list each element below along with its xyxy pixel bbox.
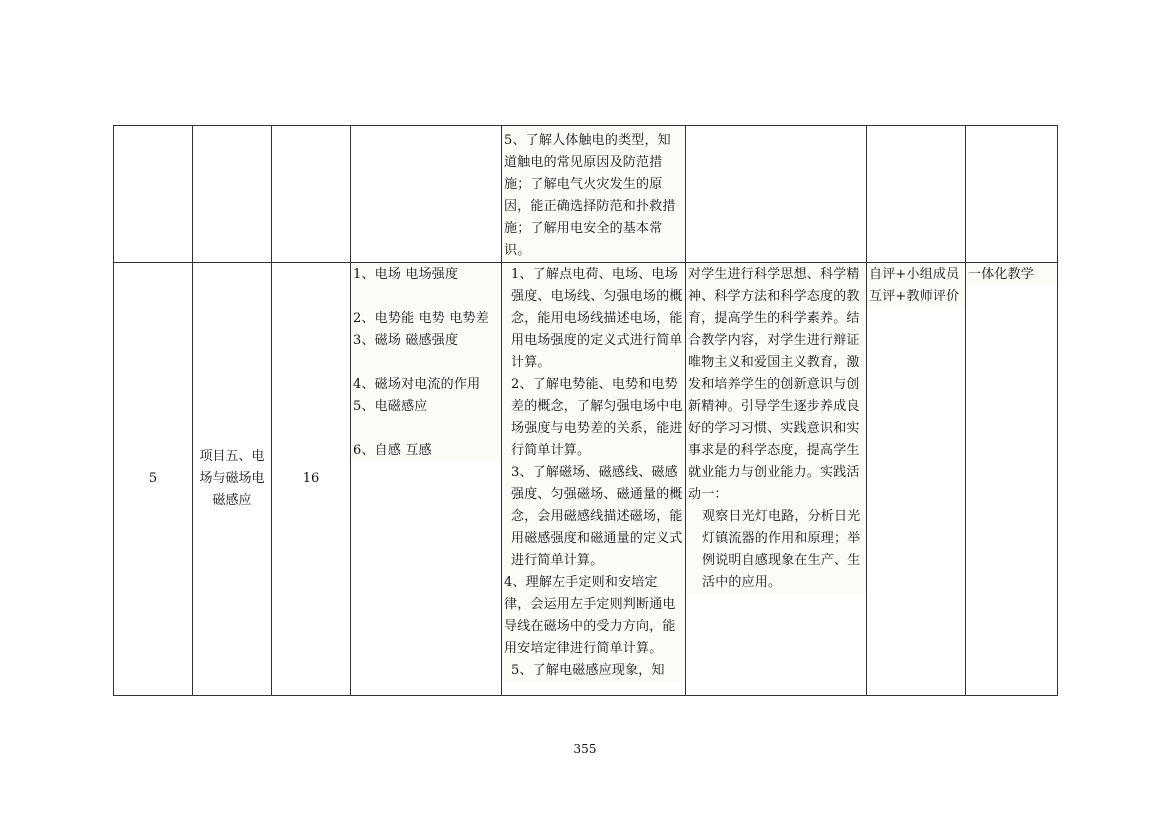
activity-paragraph: 观察日光灯电路，分析日光灯镇流器的作用和原理；举例说明自感现象在生产、生活中的应用。 [702,509,861,590]
hours-cell: 16 [272,263,351,696]
ideology-paragraph: 对学生进行科学思想、科学精神、科学方法和科学态度的教育，提高学生的科学素养。结合教学内容，对学生进行辩证唯物主义和爱国主义教育，激发和培养学生的创新意识与创新精神。引导学生逐步养成良好的学习习惯、实践意识和实事求是的科学态度，提高学生就业能力与创业能力。实践活动一： [688,267,860,502]
method-text: 一体化教学 [966,263,1057,286]
ideology-cell [686,126,867,263]
topic-item: 2、电势能 电势 电势差 [353,311,489,326]
topic-item: 3、磁场 磁感强度 [353,333,459,348]
method-cell [966,263,1058,696]
page-number: 355 [573,742,597,756]
project-cell [193,126,272,263]
hours-cell [272,126,351,263]
topic-item: 1、电场 电场强度 [353,267,459,282]
objective-item: 3、了解磁场、磁感线、磁感强度、匀强磁场、磁通量的概念，会用磁感线描述磁场，能用磁感强度和磁通量的定义式进行简单计算。 [511,465,683,568]
topics-list [351,263,501,462]
objective-text: 5、了解人体触电的类型，知道触电的常见原因及防范措施；了解电气火灾发生的原因，能正确选择防范和扑救措施；了解用电安全的基本常识。 [502,126,685,262]
objectives-cell [502,126,686,263]
objective-item: 5、了解电磁感应现象，知 [511,663,665,678]
evaluation-cell [867,126,966,263]
topics-cell [351,126,502,263]
number-cell [114,126,193,263]
topic-item: 4、磁场对电流的作用 [353,377,481,392]
number-cell: 5 [114,263,193,696]
objective-item: 1、了解点电荷、电场、电场强度、电场线、匀强电场的概念，能用电场线描述电场，能用电场强度的定义式进行简单计算。 [511,267,683,370]
objectives-cell [502,263,686,696]
evaluation-text: 自评+小组成员互评+教师评价 [867,263,965,308]
topic-item: 5、电磁感应 [353,399,428,414]
project-cell [193,263,272,696]
evaluation-cell [867,263,966,696]
topic-item: 6、自感 互感 [353,443,432,458]
table-row [114,263,1058,696]
project-name: 项目五、电场与磁场电磁感应 [199,449,265,508]
ideology-text [686,263,866,594]
curriculum-table [113,125,1058,696]
topics-cell [351,263,502,696]
objective-item: 2、了解电势能、电势和电势差的概念，了解匀强电场中电场强度与电势差的关系，能进行简单计算。 [511,377,683,458]
objective-item: 4、理解左手定则和安培定律，会运用左手定则判断通电导线在磁场中的受力方向，能用安培定律进行简单计算。 [504,575,676,656]
ideology-cell [686,263,867,696]
method-cell [966,126,1058,263]
objectives-list [502,263,685,682]
table-row [114,126,1058,263]
